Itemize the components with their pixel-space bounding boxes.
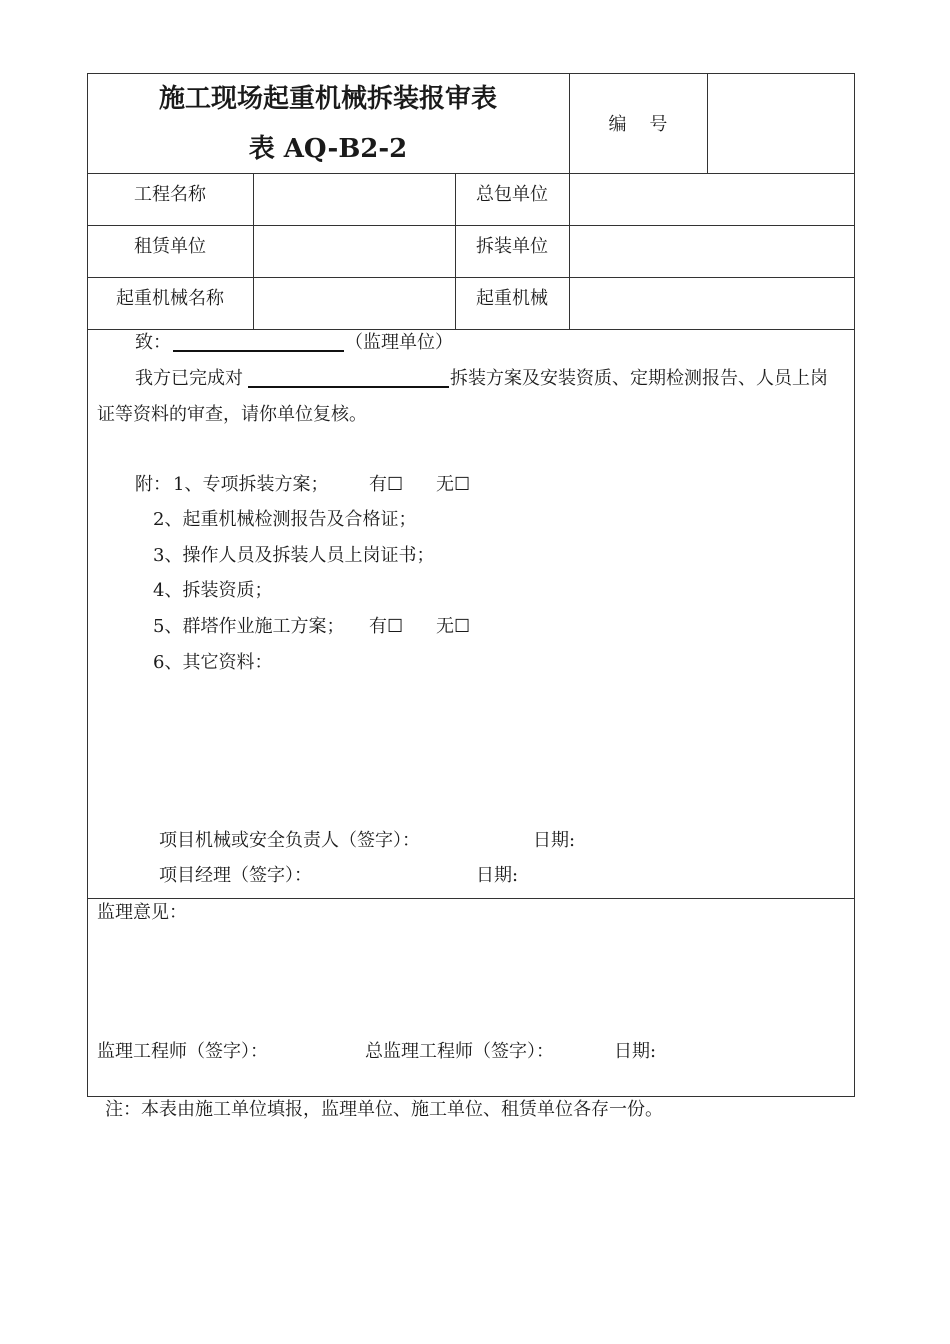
project-manager-signature-label: 项目经理（签字）： [159,865,312,886]
project-name-label: 工程名称 [134,184,206,205]
review-date-label: 日期: [614,1041,657,1062]
attachments-prefix: 附： [135,474,171,495]
number-field[interactable] [708,80,854,172]
paragraph-prefix: 我方已完成对 [135,368,243,389]
attachment-1-no-checkbox[interactable]: 无☐ [436,474,471,495]
paragraph-blank[interactable] [248,386,449,388]
table-border-top [87,73,855,74]
footnote: 注：本表由施工单位填报，监理单位、施工单位、租赁单位各存一份。 [105,1099,663,1120]
safety-manager-signature-label: 项目机械或安全负责人（签字）： [159,830,420,851]
review-opinion-field[interactable] [97,930,837,1030]
attachment-1-yes-checkbox[interactable]: 有☐ [369,474,404,495]
leasing-unit-label: 租赁单位 [134,236,206,257]
table-divider-review [87,898,855,899]
general-contractor-field[interactable] [570,174,854,224]
form-title: 施工现场起重机械拆装报审表 [158,84,497,114]
attachment-item-4: 4、拆装资质； [153,580,273,601]
table-border-bottom [87,1096,855,1097]
table-divider-row3 [87,329,855,330]
general-contractor-label: 总包单位 [476,184,548,205]
number-label: 编 号 [608,114,668,135]
machine-name-field[interactable] [254,278,454,328]
attachment-item-1: 1、专项拆装方案； [173,474,329,495]
leasing-unit-field[interactable] [254,226,454,276]
installation-unit-label: 拆装单位 [476,236,548,257]
safety-manager-date-label: 日期: [533,830,576,851]
attachment-5-yes-checkbox[interactable]: 有☐ [369,616,404,637]
attachment-item-6: 6、其它资料： [153,652,273,673]
to-suffix: （监理单位） [345,332,453,353]
machine-label: 起重机械 [476,288,548,309]
paragraph-suffix: 拆装方案及安装资质、定期检测报告、人员上岗 [450,368,828,389]
table-border-left [87,73,88,1097]
installation-unit-field[interactable] [570,226,854,276]
attachment-5-no-checkbox[interactable]: 无☐ [436,616,471,637]
project-manager-date-label: 日期: [476,865,519,886]
form-code: 表 AQ-B2-2 [248,134,408,164]
paragraph-line2: 证等资料的审查，请你单位复核。 [97,404,367,425]
supervision-unit-blank[interactable] [173,350,344,352]
machine-field[interactable] [570,278,854,328]
supervising-engineer-signature-label: 监理工程师（签字）： [97,1041,268,1062]
review-opinion-label: 监理意见： [97,902,187,923]
machine-name-label: 起重机械名称 [116,288,224,309]
to-prefix: 致： [135,332,171,353]
attachment-item-5: 5、群塔作业施工方案； [153,616,345,637]
project-name-field[interactable] [254,174,454,224]
attachment-item-3: 3、操作人员及拆装人员上岗证书； [153,545,435,566]
table-border-right [854,73,855,1097]
chief-engineer-signature-label: 总监理工程师（签字）： [365,1041,554,1062]
attachment-item-2: 2、起重机械检测报告及合格证； [153,509,417,530]
